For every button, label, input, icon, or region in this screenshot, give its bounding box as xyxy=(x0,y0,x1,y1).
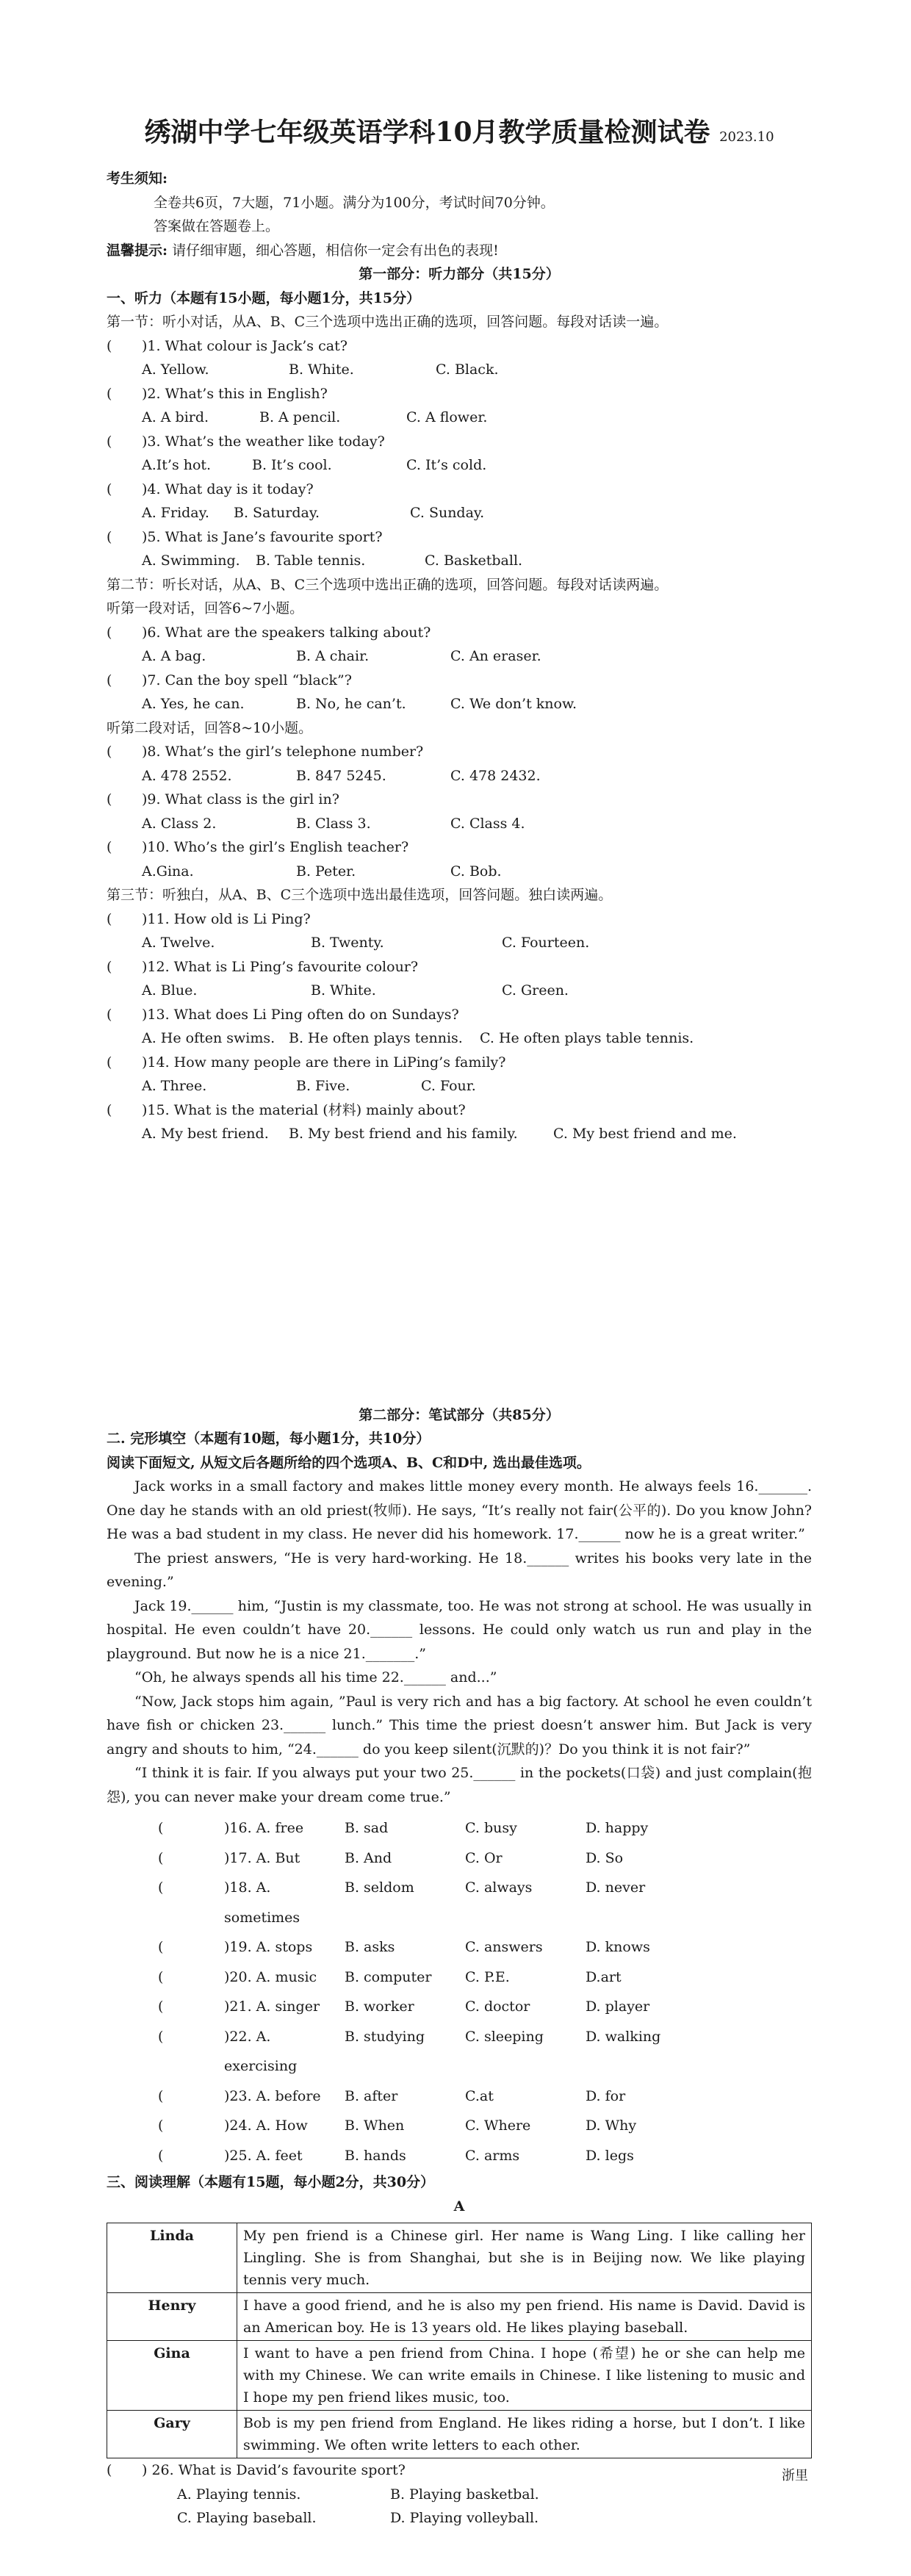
title-text: 绣湖中学七年级英语学科10月教学质量检测试卷 xyxy=(144,117,710,148)
option: C. He often plays table tennis. xyxy=(480,1030,694,1046)
cloze-option: B. worker xyxy=(345,1998,414,2015)
answer-paren[interactable]: ( xyxy=(158,1820,164,1836)
option: B. Peter. xyxy=(296,863,356,879)
cloze-options xyxy=(107,1813,812,2170)
cloze-option-row xyxy=(107,1992,812,2022)
answer-paren[interactable]: ( xyxy=(158,1998,164,2015)
cloze-option: D. walking xyxy=(586,2028,661,2045)
cloze-option: C. Or xyxy=(465,1849,503,1866)
cloze-option: )18. A. sometimes xyxy=(224,1879,300,1926)
blank-space xyxy=(107,1146,812,1403)
listening-question xyxy=(107,740,812,764)
cloze-option-row xyxy=(107,2141,812,2171)
cloze-option-row xyxy=(107,1873,812,1932)
question-26-row xyxy=(107,2458,812,2483)
option: C. Bob. xyxy=(450,863,502,879)
cloze-option: B. seldom xyxy=(345,1879,414,1896)
option: B. White. xyxy=(289,361,354,378)
option: C. Sunday. xyxy=(410,505,485,521)
cloze-option: C. answers xyxy=(465,1939,543,1955)
tip-text: 请仔细审题，细心答题，相信你一定会有出色的表现! xyxy=(172,242,499,259)
pen-friend-text: I have a good friend, and he is also my pen friend. His name is David. David is an American boy. He is 13 years old. He likes playing baseball. xyxy=(237,2293,812,2341)
option: A. Class 2. xyxy=(142,815,217,832)
cloze-option: D. never xyxy=(586,1879,646,1896)
option: A. Yellow. xyxy=(142,361,209,378)
question-text: )5. What is Jane’s favourite sport? xyxy=(142,528,383,545)
cloze-option-row xyxy=(107,2022,812,2082)
question-options xyxy=(107,692,812,716)
question-options xyxy=(107,931,812,955)
answer-paren[interactable]: ( xyxy=(107,958,112,975)
table-row xyxy=(107,2293,812,2341)
pen-friend-name: Linda xyxy=(107,2223,237,2293)
option: B. Five. xyxy=(296,1078,350,1094)
question-text: )9. What class is the girl in? xyxy=(142,791,339,807)
option: A. My best friend. xyxy=(142,1126,269,1142)
option: A. A bag. xyxy=(142,648,206,664)
option: C. A flower. xyxy=(406,409,488,425)
listening-question xyxy=(107,1003,812,1027)
answer-paren[interactable]: ( xyxy=(107,337,112,354)
listening-questions-11-15 xyxy=(107,907,812,1146)
question-text: )6. What are the speakers talking about? xyxy=(142,624,431,641)
option: B. 847 5245. xyxy=(296,767,386,784)
cloze-option: D. player xyxy=(586,1998,650,2015)
option: B. White. xyxy=(311,982,376,999)
question-options xyxy=(107,2483,812,2507)
cloze-option: B. sad xyxy=(345,1820,389,1836)
answer-paren[interactable]: ( xyxy=(107,1006,112,1023)
question-text: )1. What colour is Jack’s cat? xyxy=(142,337,348,354)
listening-questions-6-7 xyxy=(107,621,812,716)
answer-paren[interactable]: ( xyxy=(158,2147,164,2164)
exam-page xyxy=(107,110,812,2530)
passage-paragraph: “Now, Jack stops him again, ”Paul is very rich and has a big factory. At school he even couldn’t have fish or chicken 23.______ lunch.” This time the priest doesn’t answer him. But Jack is very angry and shouts to him, “24.______ do you keep silent(沉默的)？Do you think it is not fair?” xyxy=(107,1693,812,1757)
question-text: ) 26. What is David’s favourite sport? xyxy=(142,2462,406,2478)
answer-paren[interactable]: ( xyxy=(158,1849,164,1866)
listening-section-title: 一、听力（本题有15小题，每小题1分，共15分） xyxy=(107,289,421,306)
question-options xyxy=(107,1026,812,1051)
part1-title: 第一部分：听力部分（共15分） xyxy=(359,266,560,282)
passage-paragraph: Jack works in a small factory and makes little money every month. He always feels 16._______. One day he stands with an old priest(牧师). He says, “It’s really not fair(公平的). Do you know John? He was a bad student in my class. He never did his homework. 17.______ now he is a great writer.” xyxy=(107,1478,812,1542)
cloze-option: D. happy xyxy=(586,1820,649,1836)
cloze-section-title: 二. 完形填空（本题有10题，每小题1分，共10分） xyxy=(107,1431,431,1447)
option: C. Playing baseball. xyxy=(177,2510,317,2526)
listening-question xyxy=(107,1098,812,1123)
answer-paren[interactable]: ( xyxy=(107,528,112,545)
cloze-option: D. So xyxy=(586,1849,624,1866)
listening-questions-8-10 xyxy=(107,740,812,883)
answer-paren[interactable]: ( xyxy=(158,2087,164,2104)
option: B. Twenty. xyxy=(311,935,384,951)
cloze-option: D. Why xyxy=(586,2118,637,2134)
cloze-option: C. Where xyxy=(465,2118,531,2134)
notice-heading: 考生须知: xyxy=(107,170,168,187)
listening-question xyxy=(107,334,812,359)
option: A. Playing tennis. xyxy=(177,2486,301,2503)
question-text: )15. What is the material (材料) mainly about? xyxy=(142,1101,466,1118)
question-text: )3. What’s the weather like today? xyxy=(142,433,385,450)
answer-paren[interactable]: ( xyxy=(107,910,112,927)
answer-paren[interactable]: ( xyxy=(107,839,112,855)
option: D. Playing volleyball. xyxy=(390,2510,539,2526)
cloze-option: )19. A. stops xyxy=(224,1939,313,1955)
option: C. Basketball. xyxy=(425,553,523,569)
question-options xyxy=(107,406,812,430)
dialog-1-instruction: 听第一段对话，回答6~7小题。 xyxy=(107,600,304,616)
cloze-passage xyxy=(107,1475,812,1809)
question-options xyxy=(107,764,812,788)
cloze-option: B. after xyxy=(345,2087,398,2104)
answer-paren[interactable]: ( xyxy=(107,481,112,497)
question-text: )7. Can the boy spell “black”? xyxy=(142,672,352,688)
footer-text: 浙里 xyxy=(782,2468,808,2483)
answer-paren[interactable]: ( xyxy=(158,1879,164,1896)
answer-paren[interactable]: ( xyxy=(107,1054,112,1071)
question-text: )11. How old is Li Ping? xyxy=(142,910,311,927)
exam-title xyxy=(107,110,812,159)
pen-friend-name: Gina xyxy=(107,2341,237,2411)
exam-date: 2023.10 xyxy=(719,129,774,145)
option: B. Saturday. xyxy=(234,505,320,521)
answer-paren[interactable]: ( xyxy=(158,2118,164,2134)
cloze-option: )16. A. free xyxy=(224,1820,304,1836)
question-text: )13. What does Li Ping often do on Sundays? xyxy=(142,1006,459,1023)
passage-paragraph: “Oh, he always spends all his time 22.______ and...” xyxy=(134,1669,497,1685)
cloze-option: )21. A. singer xyxy=(224,1998,320,2015)
option: B. A pencil. xyxy=(259,409,341,425)
cloze-option-row xyxy=(107,1962,812,1993)
question-text: )4. What day is it today? xyxy=(142,481,314,497)
option: C. It’s cold. xyxy=(406,457,487,473)
pen-friend-text: I want to have a pen friend from China. I hope (希望) he or she can help me with my Chinese. We can write emails in Chinese. I like listening to music and I hope my pen friend likes music, too. xyxy=(237,2341,812,2411)
answer-paren[interactable]: ( xyxy=(107,385,112,402)
cloze-option: )23. A. before xyxy=(224,2087,321,2104)
cloze-option: )17. A. But xyxy=(224,1849,300,1866)
tip-line xyxy=(107,239,812,263)
cloze-option: B. When xyxy=(345,2118,405,2134)
question-options xyxy=(107,358,812,382)
cloze-option-row xyxy=(107,2111,812,2141)
answer-paren[interactable]: ( xyxy=(107,2462,112,2478)
option: C. My best friend and me. xyxy=(553,1126,737,1142)
tip-label: 温馨提示: xyxy=(107,242,168,259)
option: A. He often swims. xyxy=(142,1030,276,1046)
cloze-option: D.art xyxy=(586,1968,622,1985)
cloze-option: B. hands xyxy=(345,2147,406,2164)
listening-question xyxy=(107,955,812,979)
listening-question xyxy=(107,478,812,502)
question-options xyxy=(107,812,812,836)
option: C. Class 4. xyxy=(450,815,525,832)
option: C. Green. xyxy=(502,982,569,999)
option: A. Friday. xyxy=(142,505,209,521)
cloze-option: C. sleeping xyxy=(465,2028,544,2045)
option: B. Table tennis. xyxy=(256,553,366,569)
cloze-instructions: 阅读下面短文, 从短文后各题所给的四个选项A、B、C和D中, 选出最佳选项。 xyxy=(107,1454,591,1471)
pen-friend-name: Henry xyxy=(107,2293,237,2341)
option: C. Fourteen. xyxy=(502,935,590,951)
pen-friend-text: Bob is my pen friend from England. He likes riding a horse, but I don’t. I like swimming. We often write letters to each other. xyxy=(237,2411,812,2458)
table-row xyxy=(107,2341,812,2411)
listening-question xyxy=(107,525,812,550)
option: A. Blue. xyxy=(142,982,198,999)
cloze-option: )25. A. feet xyxy=(224,2147,303,2164)
part2-title: 第二部分：笔试部分（共85分） xyxy=(359,1406,560,1423)
table-row xyxy=(107,2411,812,2458)
listening-sec2-instructions: 第二节：听长对话，从A、B、C三个选项中选出正确的选项，回答问题。每段对话读两遍。 xyxy=(107,576,669,593)
listening-sec3-instructions: 第三节：听独白，从A、B、C三个选项中选出最佳选项，回答问题。独白读两遍。 xyxy=(107,887,613,903)
passage-paragraph: Jack 19.______ him, “Justin is my classmate, too. He was not strong at school. He was usually in hospital. He even couldn’t have 20.______ lessons. He could only watch us run and play in the playground. But now he is a nice 21._______.” xyxy=(107,1597,812,1662)
reading-section-title: 三、阅读理解（本题有15题，每小题2分，共30分） xyxy=(107,2174,435,2190)
answer-paren[interactable]: ( xyxy=(158,1968,164,1985)
cloze-option: D. for xyxy=(586,2087,626,2104)
answer-paren[interactable]: ( xyxy=(158,1939,164,1955)
option: B. He often plays tennis. xyxy=(289,1030,463,1046)
cloze-option-row xyxy=(107,2082,812,2112)
cloze-option-row xyxy=(107,1813,812,1843)
cloze-option: B. computer xyxy=(345,1968,432,1985)
option: C. Four. xyxy=(421,1078,476,1094)
question-text: )8. What’s the girl’s telephone number? xyxy=(142,744,424,760)
answer-paren[interactable]: ( xyxy=(107,744,112,760)
option: C. We don’t know. xyxy=(450,696,577,712)
cloze-option: B. studying xyxy=(345,2028,425,2045)
cloze-option: C. arms xyxy=(465,2147,520,2164)
question-options xyxy=(107,501,812,525)
option: A. A bird. xyxy=(142,409,209,425)
cloze-option: )24. A. How xyxy=(224,2118,308,2134)
cloze-option: )22. A. exercising xyxy=(224,2028,298,2074)
option: A. 478 2552. xyxy=(142,767,232,784)
option: B. No, he can’t. xyxy=(296,696,406,712)
question-text: )14. How many people are there in LiPing’s family? xyxy=(142,1054,506,1071)
answer-paren[interactable]: ( xyxy=(107,433,112,450)
question-text: )10. Who’s the girl’s English teacher? xyxy=(142,839,409,855)
answer-paren[interactable]: ( xyxy=(107,791,112,807)
notice-line-1: 全卷共6页，7大题，71小题。满分为100分，考试时间70分钟。 xyxy=(154,194,555,211)
listening-question xyxy=(107,907,812,932)
question-options xyxy=(107,1074,812,1098)
dialog-2-instruction: 听第二段对话，回答8~10小题。 xyxy=(107,719,313,736)
option: A. Yes, he can. xyxy=(142,696,245,712)
cloze-option: C. P.E. xyxy=(465,1968,510,1985)
option: A. Twelve. xyxy=(142,935,215,951)
cloze-option: C. doctor xyxy=(465,1998,530,2015)
listening-question xyxy=(107,382,812,406)
listening-question xyxy=(107,669,812,693)
question-options xyxy=(107,979,812,1003)
cloze-option-row xyxy=(107,1843,812,1874)
question-text: )2. What’s this in English? xyxy=(142,385,328,402)
answer-paren[interactable]: ( xyxy=(158,2028,164,2045)
cloze-option: D. legs xyxy=(586,2147,634,2164)
question-options xyxy=(107,453,812,478)
question-text: )12. What is Li Ping’s favourite colour? xyxy=(142,958,419,975)
question-options xyxy=(107,644,812,669)
notice-line-2: 答案做在答题卷上。 xyxy=(154,218,280,234)
cloze-option: B. And xyxy=(345,1849,392,1866)
pen-friend-name: Gary xyxy=(107,2411,237,2458)
option: A.It’s hot. xyxy=(142,457,212,473)
answer-paren[interactable]: ( xyxy=(107,1101,112,1118)
cloze-option: )20. A. music xyxy=(224,1968,317,1985)
question-options xyxy=(107,2506,812,2530)
cloze-option: D. knows xyxy=(586,1939,650,1955)
question-26 xyxy=(107,2458,812,2530)
option: B. Class 3. xyxy=(296,815,371,832)
listening-question xyxy=(107,1051,812,1075)
reading-a-label: A xyxy=(453,2198,465,2215)
option: B. It’s cool. xyxy=(252,457,332,473)
question-options xyxy=(107,549,812,573)
listening-question xyxy=(107,788,812,812)
listening-question xyxy=(107,835,812,860)
cloze-option: C.at xyxy=(465,2087,494,2104)
cloze-option: C. busy xyxy=(465,1820,517,1836)
question-options xyxy=(107,860,812,884)
answer-paren[interactable]: ( xyxy=(107,624,112,641)
option: C. Black. xyxy=(436,361,499,378)
cloze-option: C. always xyxy=(465,1879,533,1896)
listening-question xyxy=(107,430,812,454)
option: A.Gina. xyxy=(142,863,194,879)
table-row xyxy=(107,2223,812,2293)
option: C. An eraser. xyxy=(450,648,541,664)
listening-questions-1-5 xyxy=(107,334,812,573)
passage-paragraph: The priest answers, “He is very hard-working. He 18.______ writes his books very late in the evening.” xyxy=(107,1550,812,1590)
pen-friend-text: My pen friend is a Chinese girl. Her name is Wang Ling. I like calling her Lingling. She is from Shanghai, but she is in Beijing now. We like playing tennis very much. xyxy=(237,2223,812,2293)
cloze-option-row xyxy=(107,1932,812,1962)
passage-paragraph: “I think it is fair. If you always put your two 25.______ in the pockets(口袋) and just complain(抱怨), you can never make your dream come true.” xyxy=(107,1765,812,1805)
answer-paren[interactable]: ( xyxy=(107,672,112,688)
listening-sec1-instructions: 第一节：听小对话，从A、B、C三个选项中选出正确的选项，回答问题。每段对话读一遍。 xyxy=(107,314,669,330)
cloze-option: B. asks xyxy=(345,1939,395,1955)
question-options xyxy=(107,1122,812,1146)
option: C. 478 2432. xyxy=(450,767,541,784)
option: A. Three. xyxy=(142,1078,207,1094)
option: B. A chair. xyxy=(296,648,370,664)
option: A. Swimming. xyxy=(142,553,240,569)
pen-friend-table xyxy=(107,2223,812,2458)
listening-question xyxy=(107,621,812,645)
option: B. My best friend and his family. xyxy=(289,1126,518,1142)
option: B. Playing basketbal. xyxy=(390,2486,539,2503)
